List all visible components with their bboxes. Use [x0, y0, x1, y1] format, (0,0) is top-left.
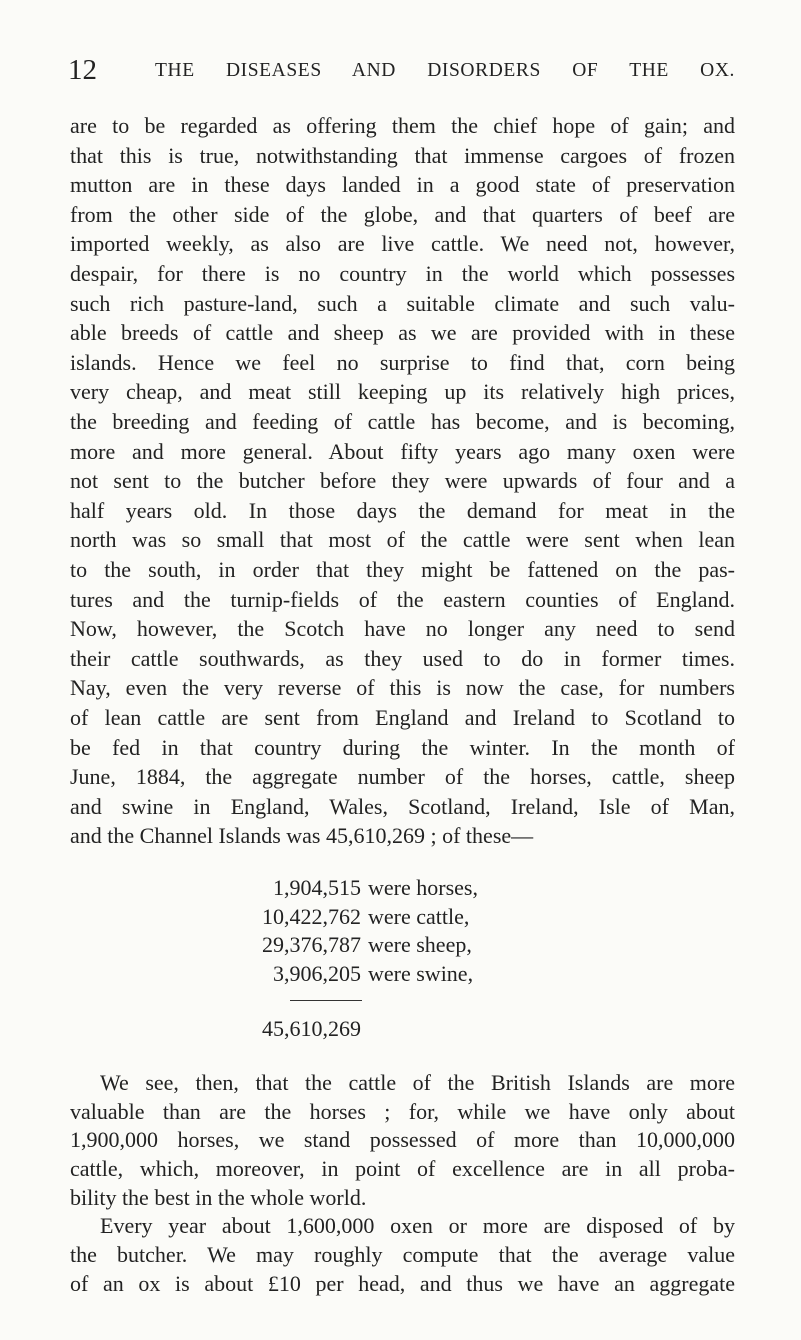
text-line: mutton are in these days landed in a good state of preservation: [70, 172, 735, 198]
text-line: to the south, in order that they might be fattened on the pas-: [70, 557, 735, 582]
text-line: and swine in England, Wales, Scotland, Ireland, Isle of Man,: [70, 793, 735, 819]
text-line: not sent to the butcher before they were upwards of four and a: [70, 468, 735, 494]
livestock-label: were horses,: [368, 875, 478, 900]
text-line: that this is true, notwithstanding that immense cargoes of frozen: [70, 142, 735, 168]
text-line: their cattle southwards, as they used to do in former times.: [70, 645, 735, 671]
text-line: valuable than are the horses ; for, while we have only about: [70, 1098, 735, 1124]
sum-rule: [290, 1000, 362, 1001]
livestock-label: were cattle,: [368, 903, 470, 929]
text-line: Now, however, the Scotch have no longer any need to send: [70, 616, 735, 642]
text-line: of an ox is about £10 per head, and thus we have an aggregate: [70, 1271, 735, 1296]
livestock-total: 45,610,269: [262, 1016, 361, 1041]
text-line: such rich pasture-land, such a suitable climate and such valu-: [70, 290, 735, 316]
text-line: imported weekly, as also are live cattle. We need not, however,: [70, 231, 735, 257]
text-line: tures and the turnip-fields of the eastern counties of England.: [70, 586, 735, 612]
livestock-count: 3,906,205: [273, 960, 361, 986]
text-line: despair, for there is no country in the world which possesses: [70, 261, 735, 286]
text-line: bility the best in the whole world.: [70, 1184, 367, 1210]
text-line: June, 1884, the aggregate number of the horses, cattle, sheep: [70, 764, 735, 790]
text-line: are to be regarded as offering them the chief hope of gain; and: [70, 113, 735, 138]
text-line: north was so small that most of the cattle were sent when lean: [70, 527, 735, 553]
livestock-label: were sheep,: [368, 932, 472, 957]
text-line: Nay, even the very reverse of this is now the case, for numbers: [70, 675, 735, 701]
text-line: Every year about 1,600,000 oxen or more are disposed of by: [100, 1213, 735, 1238]
text-line: the butcher. We may roughly compute that the average value: [70, 1242, 735, 1267]
text-line: 1,900,000 horses, we stand possessed of more than 10,000,000: [70, 1127, 735, 1153]
text-line: of lean cattle are sent from England and Ireland to Scotland to: [70, 705, 735, 730]
livestock-count: 29,376,787: [262, 932, 361, 957]
text-line: islands. Hence we feel no surprise to find that, corn being: [70, 349, 735, 375]
text-line: half years old. In those days the demand for meat in the: [70, 497, 735, 523]
text-line: able breeds of cattle and sheep as we are provided with in these: [70, 320, 735, 346]
running-header: THE DISEASES AND DISORDERS OF THE OX.: [155, 60, 735, 81]
livestock-label: were swine,: [368, 960, 474, 986]
text-line: cattle, which, moreover, in point of excellence are in all proba-: [70, 1156, 735, 1182]
text-line: from the other side of the globe, and that quarters of beef are: [70, 201, 735, 227]
livestock-count: 10,422,762: [262, 903, 361, 929]
text-line: be fed in that country during the winter. In the month of: [70, 734, 735, 760]
text-line: and the Channel Islands was 45,610,269 ; of these—: [70, 823, 534, 849]
livestock-count: 1,904,515: [273, 875, 361, 900]
text-line: We see, then, that the cattle of the British Islands are more: [100, 1070, 735, 1095]
text-line: very cheap, and meat still keeping up its relatively high prices,: [70, 379, 735, 405]
text-line: more and more general. About fifty years ago many oxen were: [70, 438, 735, 464]
page-number: 12: [68, 54, 97, 86]
text-line: the breeding and feeding of cattle has become, and is becoming,: [70, 409, 735, 434]
